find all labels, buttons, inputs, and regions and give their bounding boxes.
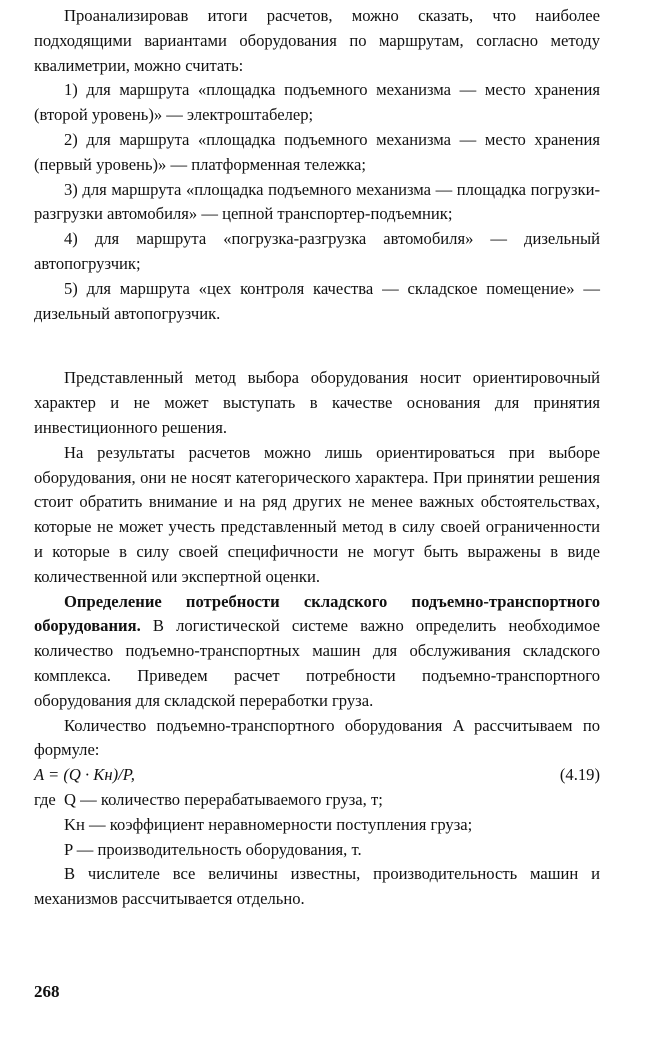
list-item: 4) для маршрута «погрузка-разгрузка автомобиля» — дизельный автопогрузчик; (34, 229, 600, 273)
definition-item: Kн — коэффициент неравномерности поступления груза; (64, 814, 473, 834)
paragraph-text: В логистической системе важно определить необходимое количество подъемно-транспортных машин для обслуживания складского комплекса. Приведем расчет потребности подъемно-транспортного оборудования для складской переработки груза. (34, 616, 600, 710)
paragraph: Представленный метод выбора оборудования носит ориентировочный характер и не может выступать в качестве основания для принятия инвестиционного решения. (34, 368, 600, 437)
paragraph (34, 590, 600, 714)
list-item: 3) для маршрута «площадка подъемного механизма — площадка погрузки-разгрузки автомобиля» — цепной транспортер-подъемник; (34, 179, 600, 224)
list-item: 5) для маршрута «цех контроля качества — складское помещение» — дизельный автопогрузчик. (34, 278, 600, 323)
list-item: 2) для маршрута «площадка подъемного механизма — место хранения (первый уровень)» — платформенная тележка; (34, 129, 600, 174)
intro-paragraph: Проанализировав итоги расчетов, можно сказать, что наиболее подходящими вариантами оборудования по маршрутам, согласно методу квалиметрии, можно считать: (34, 6, 600, 75)
section-gap (34, 326, 600, 366)
definition-item: Q — количество перерабатываемого груза, т; (64, 789, 383, 809)
formula-line (34, 763, 600, 788)
page-number: 268 (34, 982, 60, 1001)
paragraph: На результаты расчетов можно лишь ориентироваться при выборе оборудования, они не носят категорического характера. При принятии решения стоит обратить внимание и на ряд других не менее важных обстоятельствах, которые не может учесть представленный метод в силу своей ограниченности и которые в силу своей специфичности не могут быть выражены в виде количественной или экспертной оценки. (34, 442, 600, 586)
where-label: где (34, 789, 56, 809)
formula-definitions (34, 788, 600, 862)
definition-item: P — производительность оборудования, т. (64, 839, 362, 859)
paragraph: Количество подъемно-транспортного оборудования A рассчитываем по формуле: (34, 715, 600, 760)
definitions-list (64, 788, 600, 862)
formula-number: (4.19) (559, 765, 600, 785)
section-heading: Определение потребности складского подъемно-транспортного оборудования. (34, 591, 600, 636)
page-content (34, 4, 600, 912)
formula-expression: A = (Q · Kн)/P, (34, 765, 135, 785)
list-item: 1) для маршрута «площадка подъемного механизма — место хранения (второй уровень)» — электроштабелер; (34, 80, 600, 125)
paragraph: В числителе все величины известны, производительность машин и механизмов рассчитывается отдельно. (34, 864, 600, 909)
